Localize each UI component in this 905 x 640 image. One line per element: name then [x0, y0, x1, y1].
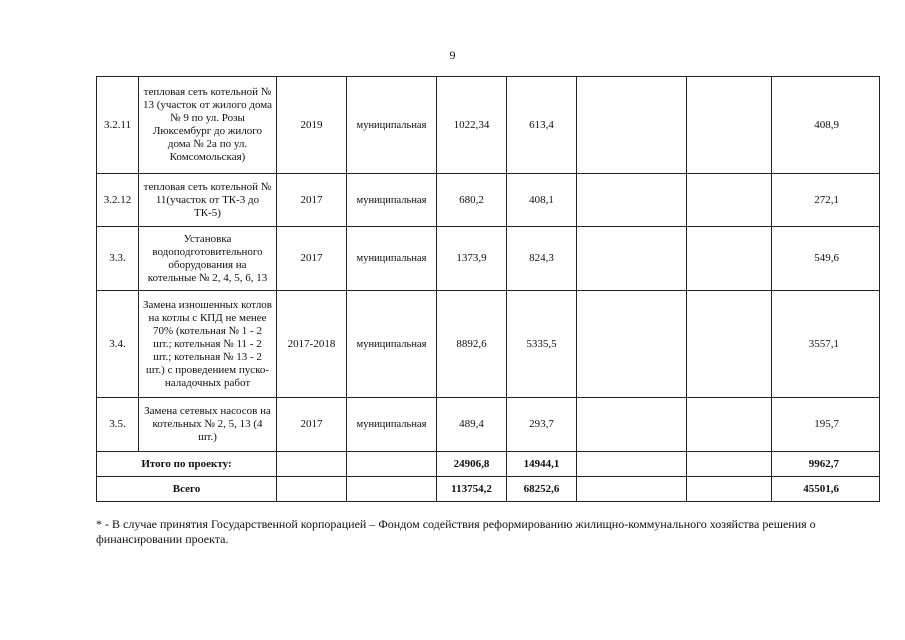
row-col7: [577, 398, 687, 452]
table-row: [97, 77, 880, 174]
row-number: 3.2.12: [97, 174, 139, 227]
row-year: 2019: [277, 77, 347, 174]
row-col8: [687, 227, 772, 291]
project-total-row: [97, 452, 880, 477]
row-local: 272,1: [772, 174, 880, 227]
row-local: 408,9: [772, 77, 880, 174]
row-col7: [577, 291, 687, 398]
row-col8: [687, 174, 772, 227]
grand-total-empty-ownership: [347, 477, 437, 502]
table-row: [97, 398, 880, 452]
row-ownership: муниципальная: [347, 227, 437, 291]
project-total-label: Итого по проекту:: [97, 452, 277, 477]
row-year: 2017: [277, 174, 347, 227]
row-year: 2017-2018: [277, 291, 347, 398]
row-fund: 824,3: [507, 227, 577, 291]
table-row: [97, 291, 880, 398]
row-name: Замена сетевых насосов на котельных № 2, 5, 13 (4 шт.): [139, 398, 277, 452]
row-number: 3.3.: [97, 227, 139, 291]
page-number: 9: [449, 48, 456, 62]
project-total-empty-ownership: [347, 452, 437, 477]
row-fund: 408,1: [507, 174, 577, 227]
row-col8: [687, 77, 772, 174]
row-col7: [577, 77, 687, 174]
table-row: [97, 174, 880, 227]
row-name: Установка водоподготовительного оборудования на котельные № 2, 4, 5, 6, 13: [139, 227, 277, 291]
row-local: 3557,1: [772, 291, 880, 398]
project-total-empty-col7: [577, 452, 687, 477]
row-ownership: муниципальная: [347, 291, 437, 398]
footnote: * - В случае принятия Государственной корпорацией – Фондом содействия реформированию жилищно-коммунального хозяйства решения о финансировании проекта.: [96, 517, 816, 546]
row-name: Замена изношенных котлов на котлы с КПД не менее 70% (котельная № 1 - 2 шт.; котельная № 11 - 2 шт.; котельная № 13 - 2 шт.) с проведением пуско-наладочных работ: [139, 291, 277, 398]
row-fund: 5335,5: [507, 291, 577, 398]
row-name: тепловая сеть котельной № 13 (участок от жилого дома № 9 по ул. Розы Люксембург до жилого дома № 2а по ул. Комсомольская): [139, 77, 277, 174]
project-table: [96, 76, 880, 502]
row-number: 3.5.: [97, 398, 139, 452]
row-ownership: муниципальная: [347, 398, 437, 452]
row-ownership: муниципальная: [347, 174, 437, 227]
row-local: 195,7: [772, 398, 880, 452]
row-col7: [577, 227, 687, 291]
grand-total-local: 45501,6: [772, 477, 880, 502]
grand-total-empty-year: [277, 477, 347, 502]
grand-total-empty-col7: [577, 477, 687, 502]
row-number: 3.4.: [97, 291, 139, 398]
row-total: 1373,9: [437, 227, 507, 291]
grand-total-label: Всего: [97, 477, 277, 502]
row-col8: [687, 291, 772, 398]
row-ownership: муниципальная: [347, 77, 437, 174]
row-number: 3.2.11: [97, 77, 139, 174]
row-col7: [577, 174, 687, 227]
row-year: 2017: [277, 398, 347, 452]
project-total-empty-col8: [687, 452, 772, 477]
project-total-sum: 24906,8: [437, 452, 507, 477]
row-total: 1022,34: [437, 77, 507, 174]
grand-total-row: [97, 477, 880, 502]
row-total: 680,2: [437, 174, 507, 227]
row-total: 8892,6: [437, 291, 507, 398]
row-year: 2017: [277, 227, 347, 291]
project-total-fund: 14944,1: [507, 452, 577, 477]
row-col8: [687, 398, 772, 452]
project-total-empty-year: [277, 452, 347, 477]
grand-total-empty-col8: [687, 477, 772, 502]
grand-total-sum: 113754,2: [437, 477, 507, 502]
grand-total-fund: 68252,6: [507, 477, 577, 502]
row-name: тепловая сеть котельной № 11(участок от ТК-3 до ТК-5): [139, 174, 277, 227]
row-total: 489,4: [437, 398, 507, 452]
row-local: 549,6: [772, 227, 880, 291]
row-fund: 613,4: [507, 77, 577, 174]
table-row: [97, 227, 880, 291]
row-fund: 293,7: [507, 398, 577, 452]
project-total-local: 9962,7: [772, 452, 880, 477]
